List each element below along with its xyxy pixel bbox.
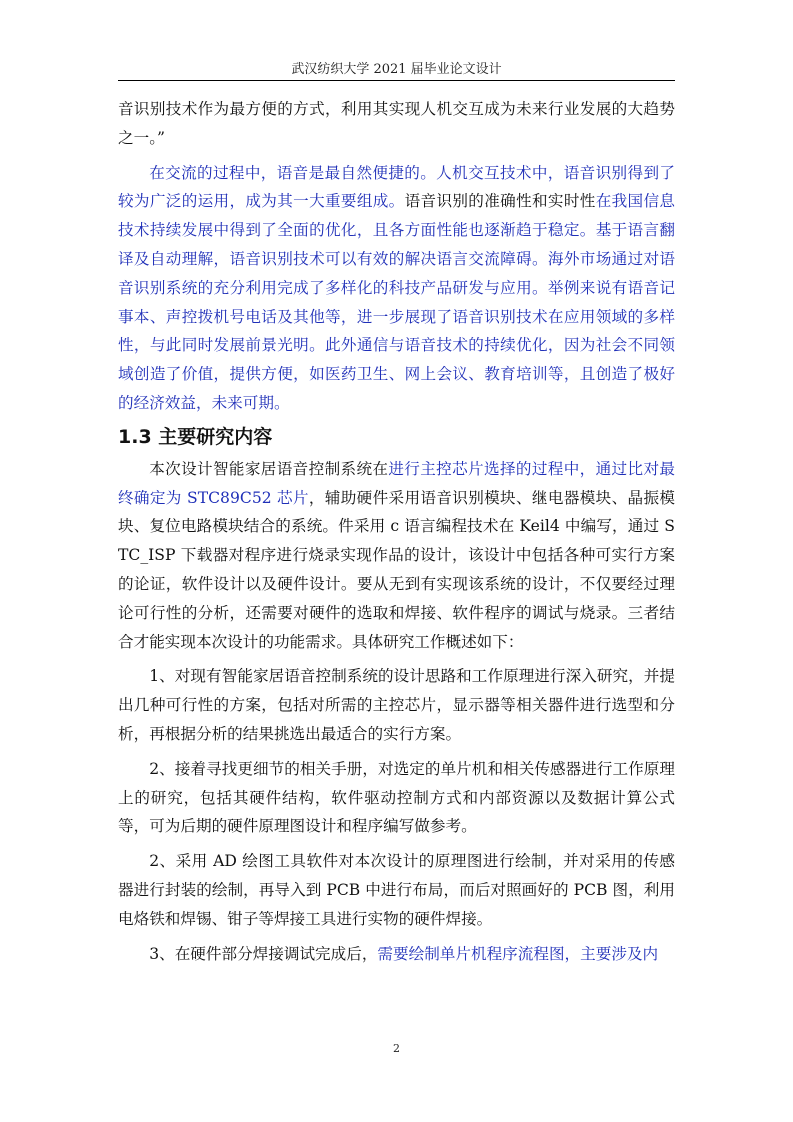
- text-run: 音识别技术作为最方便的方式，利用其实现人机交互成为未来行业发展的大趋势之一。”: [118, 100, 675, 147]
- section-paragraph-3: [118, 755, 675, 841]
- text-run: 本次设计智能家居语音控制系统在: [149, 459, 389, 478]
- page-number: 2: [393, 1042, 400, 1055]
- text-run: 1、对现有智能家居语音控制系统的设计思路和工作原理进行深入研究，并提出几种可行性的方案，包括对所需的主控芯片，显示器等相关器件进行选型和分析，再根据分析的结果挑选出最适合的实行方案。: [118, 667, 675, 743]
- highlighted-text-run: 需要绘制单片机程序流程图，主要涉及内: [377, 944, 659, 963]
- paragraph-1: [118, 95, 675, 153]
- highlighted-text-run: 在我国信息技术持续发展中得到了全面的优化，且各方面性能也逐渐趋于稳定。基于语言翻译及自动理解，语音识别技术可以有效的解决语言交流障碍。海外市场通过对语音识别系统的充分利用完成了多样化的科技产品研发与应用。举例来说有语音记事本、声控拨机号电话及其他等，进一步展现了语音识别技术在应用领域的多样性，与此同时发展前景光明。此外通信与语音技术的持续优化，因为社会不同领域创造了价值，提供方便，如医药卫生、网上会议、教育培训等，且创造了极好的经济效益，未来可期。: [118, 192, 675, 412]
- text-run: 2、采用 AD 绘图工具软件对本次设计的原理图进行绘制，并对采用的传感器进行封装的绘制，再导入到 PCB 中进行布局，而后对照画好的 PCB 图，利用电烙铁和焊锡、钳子等焊接工具进行实物的硬件焊接。: [118, 852, 675, 928]
- text-run: 3、在硬件部分焊接调试完成后，: [149, 944, 378, 963]
- header-rule: [118, 80, 675, 81]
- section-paragraph-2: [118, 662, 675, 748]
- page-body: [118, 95, 675, 968]
- text-run: 2、接着寻找更细节的相关手册，对选定的单片机和相关传感器进行工作原理上的研究，包括其硬件结构，软件驱动控制方式和内部资源以及数据计算公式等，可为后期的硬件原理图设计和程序编写做参考。: [118, 759, 675, 836]
- section-paragraph-4: [118, 847, 675, 933]
- section-paragraph-5: [118, 940, 675, 969]
- highlighted-text-run: 进行主控芯片选择的过程中，通过比对最终确定为 STC89C52 芯片: [118, 459, 675, 507]
- text-run: ，辅助硬件采用语音识别模块、继电器模块、晶振模块、复位电路模块结合的系统。件采用 c 语言编程技术在 Keil4 中编写，通过 STC_ISP 下载器对程序进行烧录实现作品的设计，该设计中包括各种可实行方案的论证，软件设计以及硬件设计。要从无到有实现该系统的设计，不仅要经过理论可行性的分析，还需要对硬件的选取和焊接、软件程序的调试与烧录。三者结合才能实现本次设计的功能需求。具体研究工作概述如下：: [118, 488, 675, 651]
- section-paragraph-1: [118, 455, 675, 657]
- paragraph-2: [118, 159, 675, 418]
- text-run: 语音识别的准确性和实时性: [404, 192, 596, 211]
- page-header: 武汉纺织大学 2021 届毕业论文设计: [291, 62, 502, 77]
- highlighted-text-run: 在交流的过程中，语音是最自然便捷的。人机交互技术中，语音识别得到了较为广泛的运用，成为其一大重要组成。: [118, 163, 675, 211]
- section-heading: 1.3 主要研究内容: [118, 425, 273, 448]
